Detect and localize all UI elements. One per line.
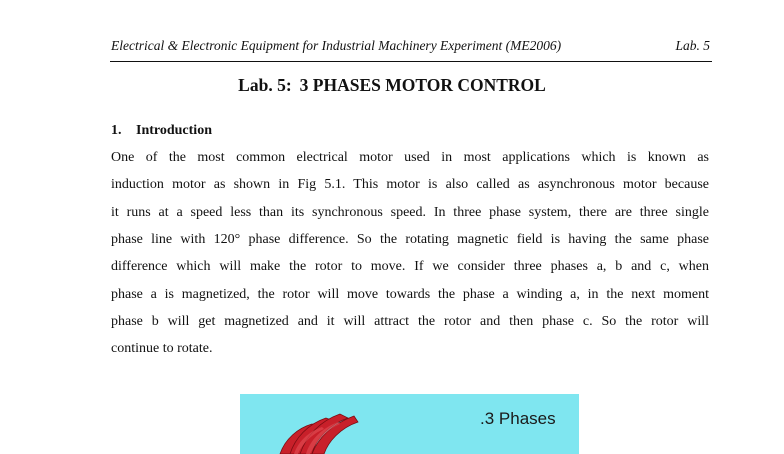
paragraph-line: One of the most common electrical motor used in most applications which is known as — [111, 150, 709, 165]
figure-label: .3 Phases — [480, 409, 556, 428]
paragraph-line: difference which will make the rotor to move. If we consider three phases a, b and c, when — [111, 259, 709, 274]
section-title: Introduction — [136, 123, 212, 138]
header-lab-number: Lab. 5 — [675, 38, 710, 53]
title-lab-number: Lab. 5: — [238, 75, 292, 95]
header-course-title: Electrical & Electronic Equipment for Industrial Machinery Experiment (ME2006) — [111, 38, 562, 53]
paragraph-line: continue to rotate. — [111, 341, 213, 356]
paragraph-line: phase line with 120° phase difference. So the rotating magnetic field is having the same phase — [111, 232, 709, 247]
title-text: 3 PHASES MOTOR CONTROL — [299, 75, 546, 95]
paragraph-line: it runs at a speed less than its synchronous speed. In three phase system, there are three single — [111, 205, 709, 220]
section-number: 1. — [111, 123, 122, 138]
paragraph-line: induction motor as shown in Fig 5.1. This motor is also called as asynchronous motor because — [111, 177, 709, 192]
paragraph-line: phase b will get magnetized and it will attract the rotor and then phase c. So the rotor will — [111, 314, 709, 329]
section-heading — [111, 122, 212, 140]
header-divider — [110, 61, 712, 62]
document-title — [0, 74, 784, 96]
paragraph-line: phase a is magnetized, the rotor will move towards the phase a winding a, in the next moment — [111, 287, 709, 302]
page-header — [111, 37, 710, 55]
motor-figure — [240, 394, 579, 454]
